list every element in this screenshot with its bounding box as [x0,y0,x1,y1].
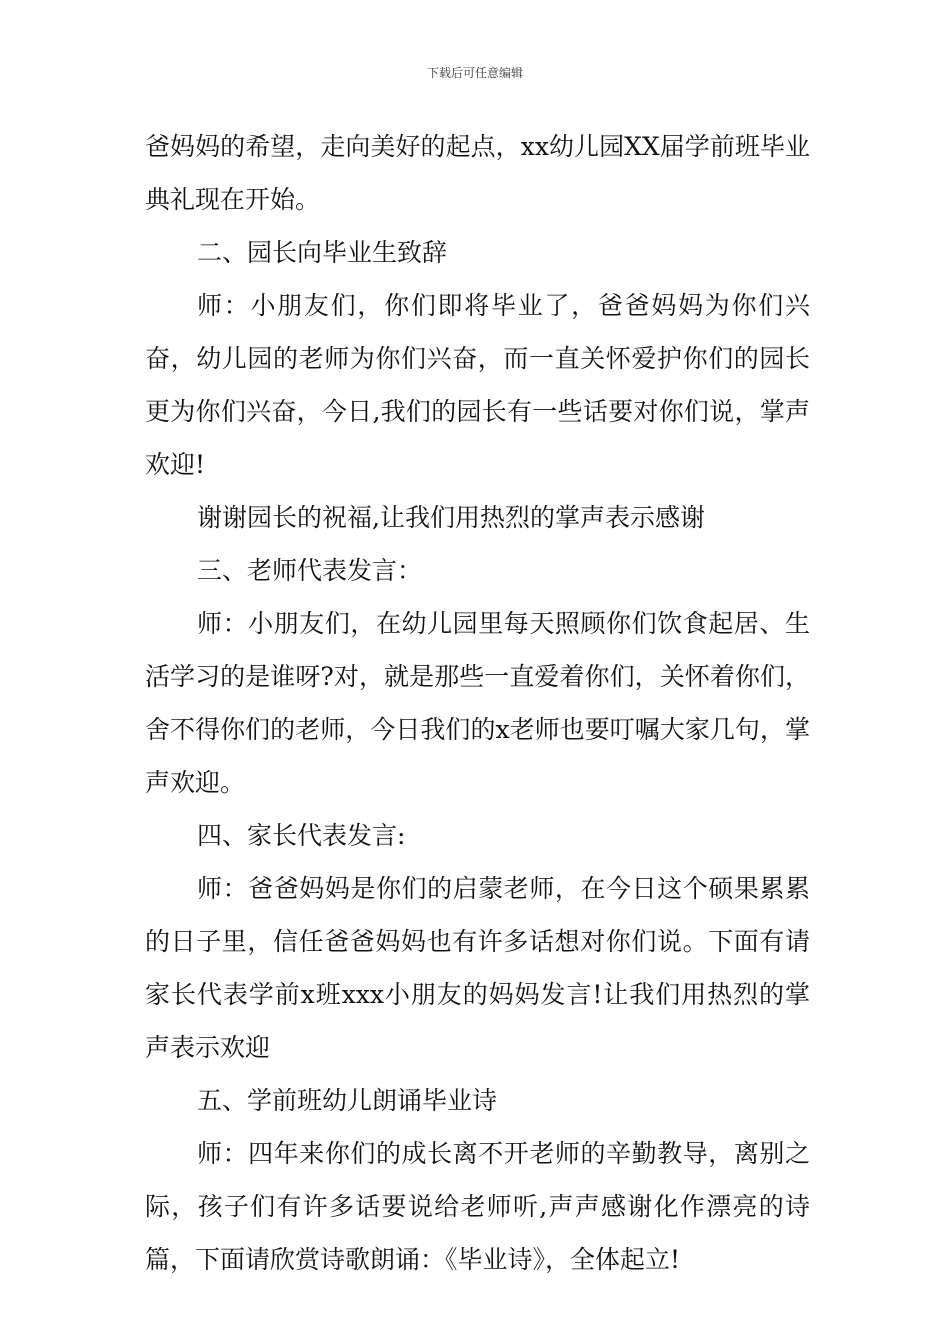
paragraph-parent-intro: 师：爸爸妈妈是你们的启蒙老师，在今日这个硕果累累的日子里，信任爸爸妈妈也有许多话想对你们说。下面有请家长代表学前x班xxx小朋友的妈妈发言!让我们用热烈的掌声表示欢迎 [145,874,810,1062]
page-header: 下载后可任意编辑 [426,66,523,80]
heading-teacher-speech: 三、老师代表发言： [197,556,423,585]
paragraph-principal-intro: 师：小朋友们，你们即将毕业了，爸爸妈妈为你们兴奋，幼儿园的老师为你们兴奋，而一直关怀爱护你们的园长更为你们兴奋，今日,我们的园长有一些话要对你们说，掌声欢迎! [145,291,810,479]
paragraph-poem-intro: 师：四年来你们的成长离不开老师的辛勤教导，离别之际，孩子们有许多话要说给老师听,声声感谢化作漂亮的诗篇，下面请欣赏诗歌朗诵：《毕业诗》，全体起立! [145,1139,810,1274]
paragraph-teacher-intro: 师：小朋友们，在幼儿园里每天照顾你们饮食起居、生活学习的是谁呀?对，就是那些一直爱着你们，关怀着你们，舍不得你们的老师，今日我们的x老师也要叮嘱大家几句，掌声欢迎。 [145,609,810,797]
heading-poem-recital: 五、学前班幼儿朗诵毕业诗 [197,1086,498,1115]
heading-principal-speech: 二、园长向毕业生致辞 [197,238,448,267]
document-body [145,120,810,1286]
paragraph-thanks-principal: 谢谢园长的祝福,让我们用热烈的掌声表示感谢 [197,503,705,532]
heading-parent-speech: 四、家长代表发言: [197,821,406,850]
paragraph-intro-continuation: 爸妈妈的希望，走向美好的起点，xx幼儿园XX届学前班毕业典礼现在开始。 [145,132,810,214]
